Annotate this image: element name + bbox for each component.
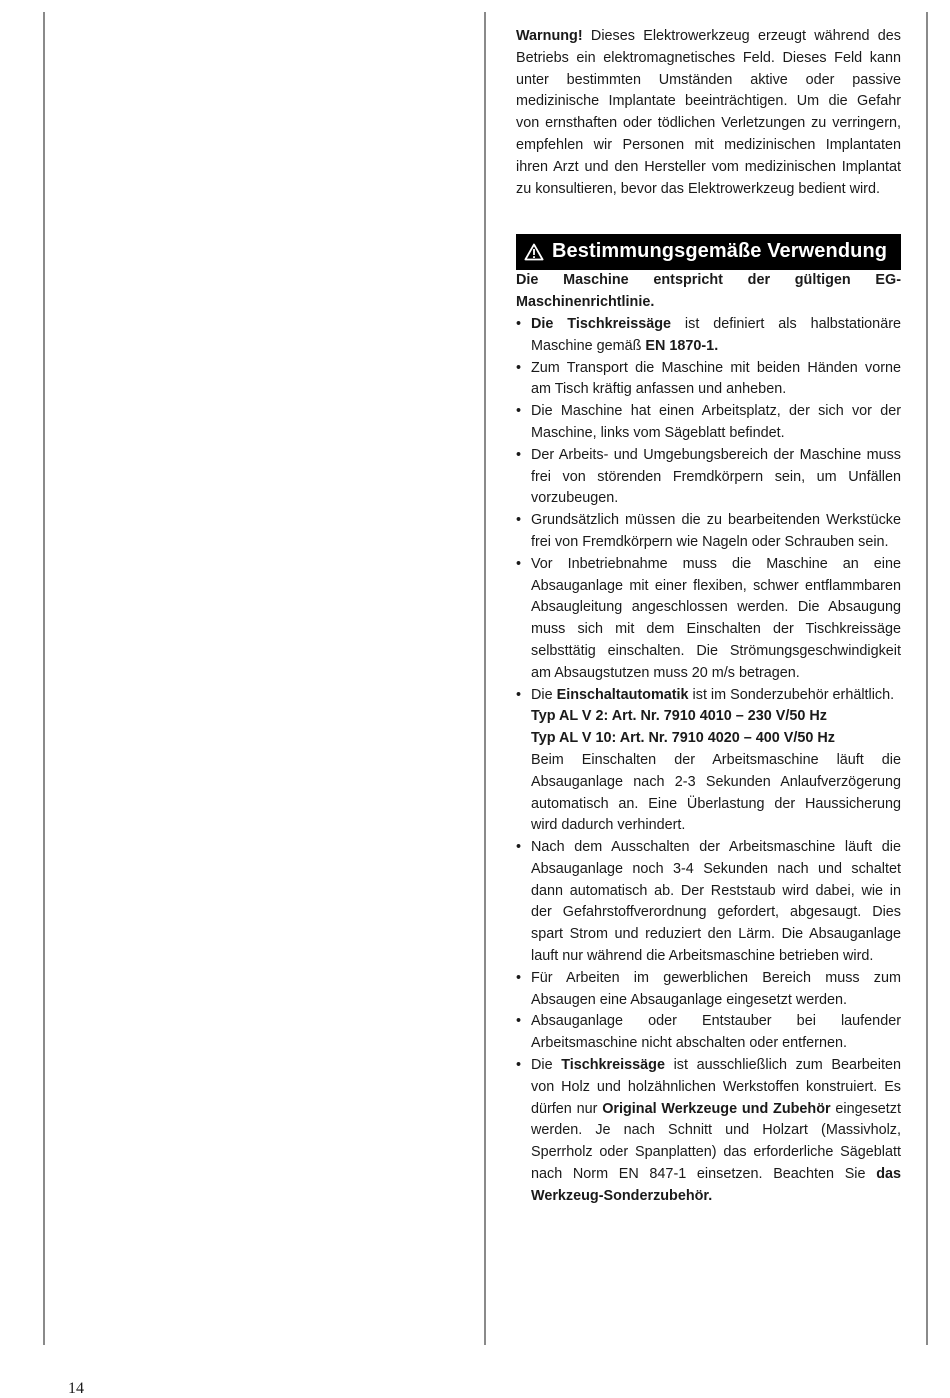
type-spec-line: Typ AL V 10: Art. Nr. 7910 4020 – 400 V/50 Hz: [531, 730, 835, 747]
warning-paragraph: [516, 26, 901, 200]
warning-triangle-icon: [524, 243, 544, 261]
warning-label: Warnung!: [516, 28, 583, 44]
section-title: Bestimmungsgemäße Verwendung: [552, 240, 888, 263]
column-divider-rule: [484, 12, 486, 1345]
item-note: Beim Einschalten der Arbeitsmaschine läuft die Absauganlage nach 2-3 Sekunden Anlaufverzögerung automatisch an. Eine Überlastung der Haussicherung wird dadurch verhindert.: [531, 751, 901, 834]
item-text: Die: [531, 686, 557, 703]
list-item: [516, 314, 901, 358]
list-item: [516, 685, 901, 838]
warning-text: Dieses Elektrowerkzeug erzeugt während des Betriebs ein elektromagnetisches Feld. Dieses Feld kann unter bestimmten Umständen aktive oder passive medizinische Implantate beeinträchtigen. Um die Gefahr von ernsthaften oder tödlichen Verletzungen zu verringern, empfehlen wir Personen mit medizinischen Implantaten ihren Arzt und den Hersteller vom medizinischen Implantat zu konsultieren, bevor das Elektrowerkzeug bedient wird.: [516, 28, 901, 197]
section-heading-banner: [516, 234, 901, 270]
list-item: • Grundsätzlich müssen die zu bearbeitenden Werkstücke frei von Fremdkörpern wie Nageln oder Schrauben sein.: [516, 510, 901, 554]
bold-text: Original Werkzeuge und Zubehör: [602, 1100, 831, 1117]
bold-text: Die Tischkreissäge: [531, 315, 672, 332]
bold-text: das Werkzeug-Sonderzubehör: [531, 1166, 901, 1204]
intro-paragraph: Die Maschine entspricht der gültigen EG-Maschinenrichtlinie.: [516, 272, 901, 311]
right-text-column: [516, 26, 901, 1208]
page-number: 14: [68, 1380, 84, 1397]
bold-text: EN 1870-1: [645, 337, 715, 354]
right-margin-rule: [926, 12, 928, 1345]
bold-text: Tischkreissäge: [561, 1057, 665, 1074]
list-item: [516, 1055, 901, 1208]
list-item: • Für Arbeiten im gewerblichen Bereich muss zum Absaugen eine Absauganlage eingesetzt werden.: [516, 968, 901, 1012]
item-text: ist ausschließlich zum Bearbeiten von Holz und holzähnlichen Werkstoffen konstruiert. Es dürfen nur: [531, 1057, 901, 1117]
list-item: • Zum Transport die Maschine mit beiden Händen vorne am Tisch kräftig anfassen und anheben.: [516, 358, 901, 402]
item-text: .: [714, 337, 719, 354]
type-spec-line: Typ AL V 2: Art. Nr. 7910 4010 – 230 V/50 Hz: [531, 708, 827, 725]
item-text: .: [708, 1187, 713, 1204]
bold-text: Einschaltautomatik: [556, 686, 689, 703]
usage-list: [516, 314, 901, 1208]
left-margin-rule: [43, 12, 45, 1345]
item-text: Die: [531, 1057, 562, 1074]
list-item: • Absauganlage oder Entstauber bei laufender Arbeitsmaschine nicht abschalten oder entfernen.: [516, 1011, 901, 1055]
list-item: • Die Maschine hat einen Arbeitsplatz, der sich vor der Maschine, links vom Sägeblatt befindet.: [516, 401, 901, 445]
list-item: • Nach dem Ausschalten der Arbeitsmaschine läuft die Absauganlage noch 3-4 Sekunden nach und schaltet dann automatisch ab. Der Reststaub wird dabei, wie in der Gefahrstoffverordnung gefordert, abgesaugt. Dies spart Strom und reduziert den Lärm. Die Absauganlage lauft nur während die Arbeitsmaschine betrieben wird.: [516, 837, 901, 968]
item-text: eingesetzt werden. Je nach Schnitt und Holzart (Massivholz, Sperrholz oder Spanplatten) das erforderliche Sägeblatt nach Norm EN 847-1 einsetzen. Beachten Sie: [531, 1100, 901, 1183]
item-text: ist im Sonderzubehör erhältlich.: [688, 686, 895, 703]
item-text: ist definiert als halbstationäre Maschine gemäß: [531, 315, 901, 354]
list-item: • Vor Inbetriebnahme muss die Maschine an eine Absauganlage mit einer flexiben, schwer entflammbaren Absaugleitung angeschlossen werden. Die Absaugung muss sich mit dem Einschalten der Tischkreissäge selbsttätig einschalten. Die Strömungsgeschwindigkeit am Absaugstutzen muss 20 m/s betragen.: [516, 554, 901, 685]
list-item: • Der Arbeits- und Umgebungsbereich der Maschine muss frei von störenden Fremdkörpern sein, um Unfällen vorzubeugen.: [516, 445, 901, 510]
